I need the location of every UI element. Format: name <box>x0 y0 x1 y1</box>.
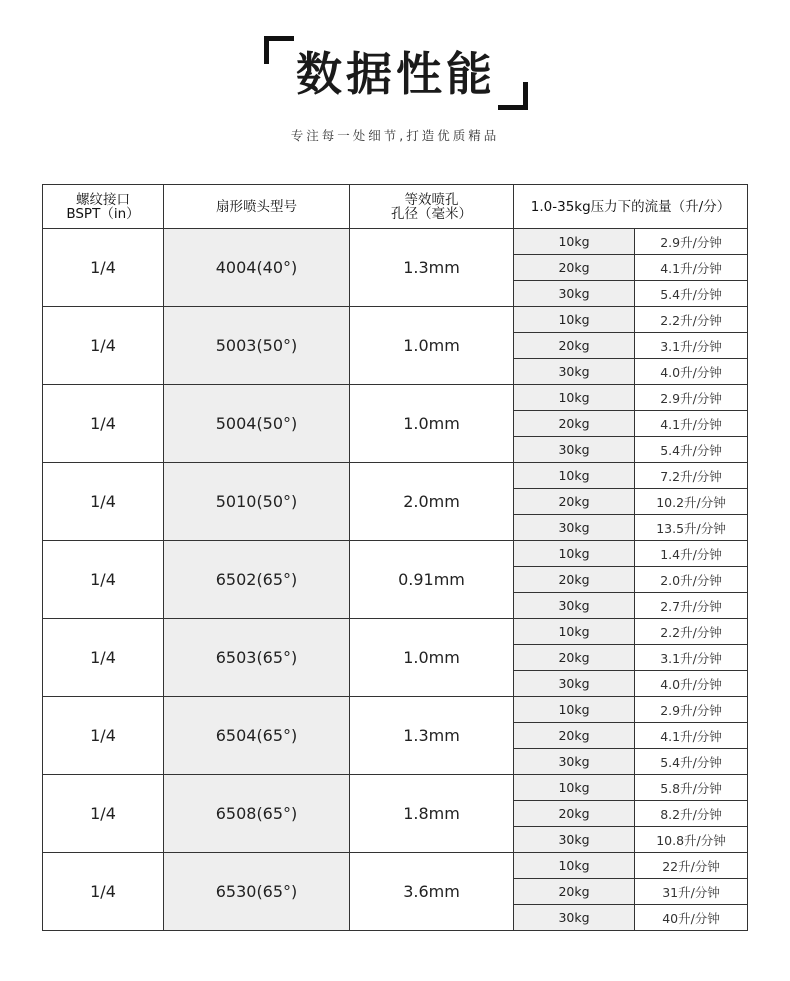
flow-cell: 4.1升/分钟 <box>635 255 748 281</box>
pressure-cell: 10kg <box>514 463 635 489</box>
pressure-cell: 20kg <box>514 723 635 749</box>
flow-cell: 2.9升/分钟 <box>635 697 748 723</box>
flow-cell: 8.2升/分钟 <box>635 801 748 827</box>
flow-cell: 13.5升/分钟 <box>635 515 748 541</box>
header-thread: 螺纹接口 BSPT（in） <box>43 185 164 229</box>
pressure-cell: 10kg <box>514 541 635 567</box>
pressure-cell: 30kg <box>514 359 635 385</box>
table-row <box>43 619 748 645</box>
flow-cell: 2.7升/分钟 <box>635 593 748 619</box>
flow-cell: 4.1升/分钟 <box>635 411 748 437</box>
model-cell: 5003(50°) <box>164 307 350 385</box>
pressure-cell: 20kg <box>514 879 635 905</box>
pressure-cell: 30kg <box>514 281 635 307</box>
pressure-cell: 30kg <box>514 749 635 775</box>
pressure-cell: 20kg <box>514 255 635 281</box>
flow-cell: 2.9升/分钟 <box>635 229 748 255</box>
pressure-cell: 10kg <box>514 619 635 645</box>
orifice-cell: 1.0mm <box>350 385 514 463</box>
thread-cell: 1/4 <box>43 697 164 775</box>
flow-cell: 2.2升/分钟 <box>635 307 748 333</box>
flow-cell: 4.0升/分钟 <box>635 359 748 385</box>
flow-cell: 2.2升/分钟 <box>635 619 748 645</box>
pressure-cell: 10kg <box>514 775 635 801</box>
model-cell: 5004(50°) <box>164 385 350 463</box>
flow-cell: 5.8升/分钟 <box>635 775 748 801</box>
pressure-cell: 10kg <box>514 307 635 333</box>
orifice-cell: 2.0mm <box>350 463 514 541</box>
flow-cell: 1.4升/分钟 <box>635 541 748 567</box>
flow-cell: 2.0升/分钟 <box>635 567 748 593</box>
pressure-cell: 30kg <box>514 905 635 931</box>
thread-cell: 1/4 <box>43 229 164 307</box>
flow-cell: 3.1升/分钟 <box>635 333 748 359</box>
model-cell: 6508(65°) <box>164 775 350 853</box>
thread-cell: 1/4 <box>43 775 164 853</box>
model-cell: 6504(65°) <box>164 697 350 775</box>
orifice-cell: 1.8mm <box>350 775 514 853</box>
header-model: 扇形喷头型号 <box>164 185 350 229</box>
header-flow: 1.0-35kg压力下的流量（升/分） <box>514 185 748 229</box>
table-header-row <box>43 185 748 229</box>
pressure-cell: 10kg <box>514 229 635 255</box>
thread-cell: 1/4 <box>43 541 164 619</box>
table-row <box>43 775 748 801</box>
model-cell: 4004(40°) <box>164 229 350 307</box>
flow-cell: 22升/分钟 <box>635 853 748 879</box>
model-cell: 6503(65°) <box>164 619 350 697</box>
title-block <box>264 36 528 110</box>
table-row <box>43 229 748 255</box>
model-cell: 5010(50°) <box>164 463 350 541</box>
flow-cell: 31升/分钟 <box>635 879 748 905</box>
header-orifice: 等效喷孔 孔径（毫米） <box>350 185 514 229</box>
table-row <box>43 541 748 567</box>
thread-cell: 1/4 <box>43 619 164 697</box>
pressure-cell: 10kg <box>514 385 635 411</box>
flow-cell: 2.9升/分钟 <box>635 385 748 411</box>
model-cell: 6502(65°) <box>164 541 350 619</box>
thread-cell: 1/4 <box>43 853 164 931</box>
orifice-cell: 1.0mm <box>350 619 514 697</box>
pressure-cell: 10kg <box>514 853 635 879</box>
orifice-cell: 1.3mm <box>350 697 514 775</box>
table-row <box>43 385 748 411</box>
table-body <box>43 229 748 931</box>
pressure-cell: 20kg <box>514 801 635 827</box>
table-row <box>43 853 748 879</box>
flow-cell: 10.8升/分钟 <box>635 827 748 853</box>
table-row <box>43 463 748 489</box>
thread-cell: 1/4 <box>43 463 164 541</box>
thread-cell: 1/4 <box>43 307 164 385</box>
page-subtitle: 专注每一处细节,打造优质精品 <box>290 128 500 143</box>
pressure-cell: 10kg <box>514 697 635 723</box>
corner-bracket-bottom-right <box>498 82 528 110</box>
flow-cell: 40升/分钟 <box>635 905 748 931</box>
pressure-cell: 20kg <box>514 567 635 593</box>
spec-table <box>42 184 748 931</box>
orifice-cell: 3.6mm <box>350 853 514 931</box>
flow-cell: 10.2升/分钟 <box>635 489 748 515</box>
flow-cell: 4.0升/分钟 <box>635 671 748 697</box>
model-cell: 6530(65°) <box>164 853 350 931</box>
pressure-cell: 20kg <box>514 645 635 671</box>
table-row <box>43 697 748 723</box>
pressure-cell: 20kg <box>514 411 635 437</box>
orifice-cell: 1.3mm <box>350 229 514 307</box>
pressure-cell: 30kg <box>514 593 635 619</box>
flow-cell: 5.4升/分钟 <box>635 749 748 775</box>
pressure-cell: 30kg <box>514 515 635 541</box>
flow-cell: 7.2升/分钟 <box>635 463 748 489</box>
flow-cell: 3.1升/分钟 <box>635 645 748 671</box>
page-title: 数据性能 <box>296 47 496 101</box>
pressure-cell: 20kg <box>514 489 635 515</box>
flow-cell: 4.1升/分钟 <box>635 723 748 749</box>
pressure-cell: 30kg <box>514 437 635 463</box>
flow-cell: 5.4升/分钟 <box>635 281 748 307</box>
pressure-cell: 20kg <box>514 333 635 359</box>
flow-cell: 5.4升/分钟 <box>635 437 748 463</box>
table-row <box>43 307 748 333</box>
pressure-cell: 30kg <box>514 827 635 853</box>
orifice-cell: 0.91mm <box>350 541 514 619</box>
thread-cell: 1/4 <box>43 385 164 463</box>
pressure-cell: 30kg <box>514 671 635 697</box>
orifice-cell: 1.0mm <box>350 307 514 385</box>
